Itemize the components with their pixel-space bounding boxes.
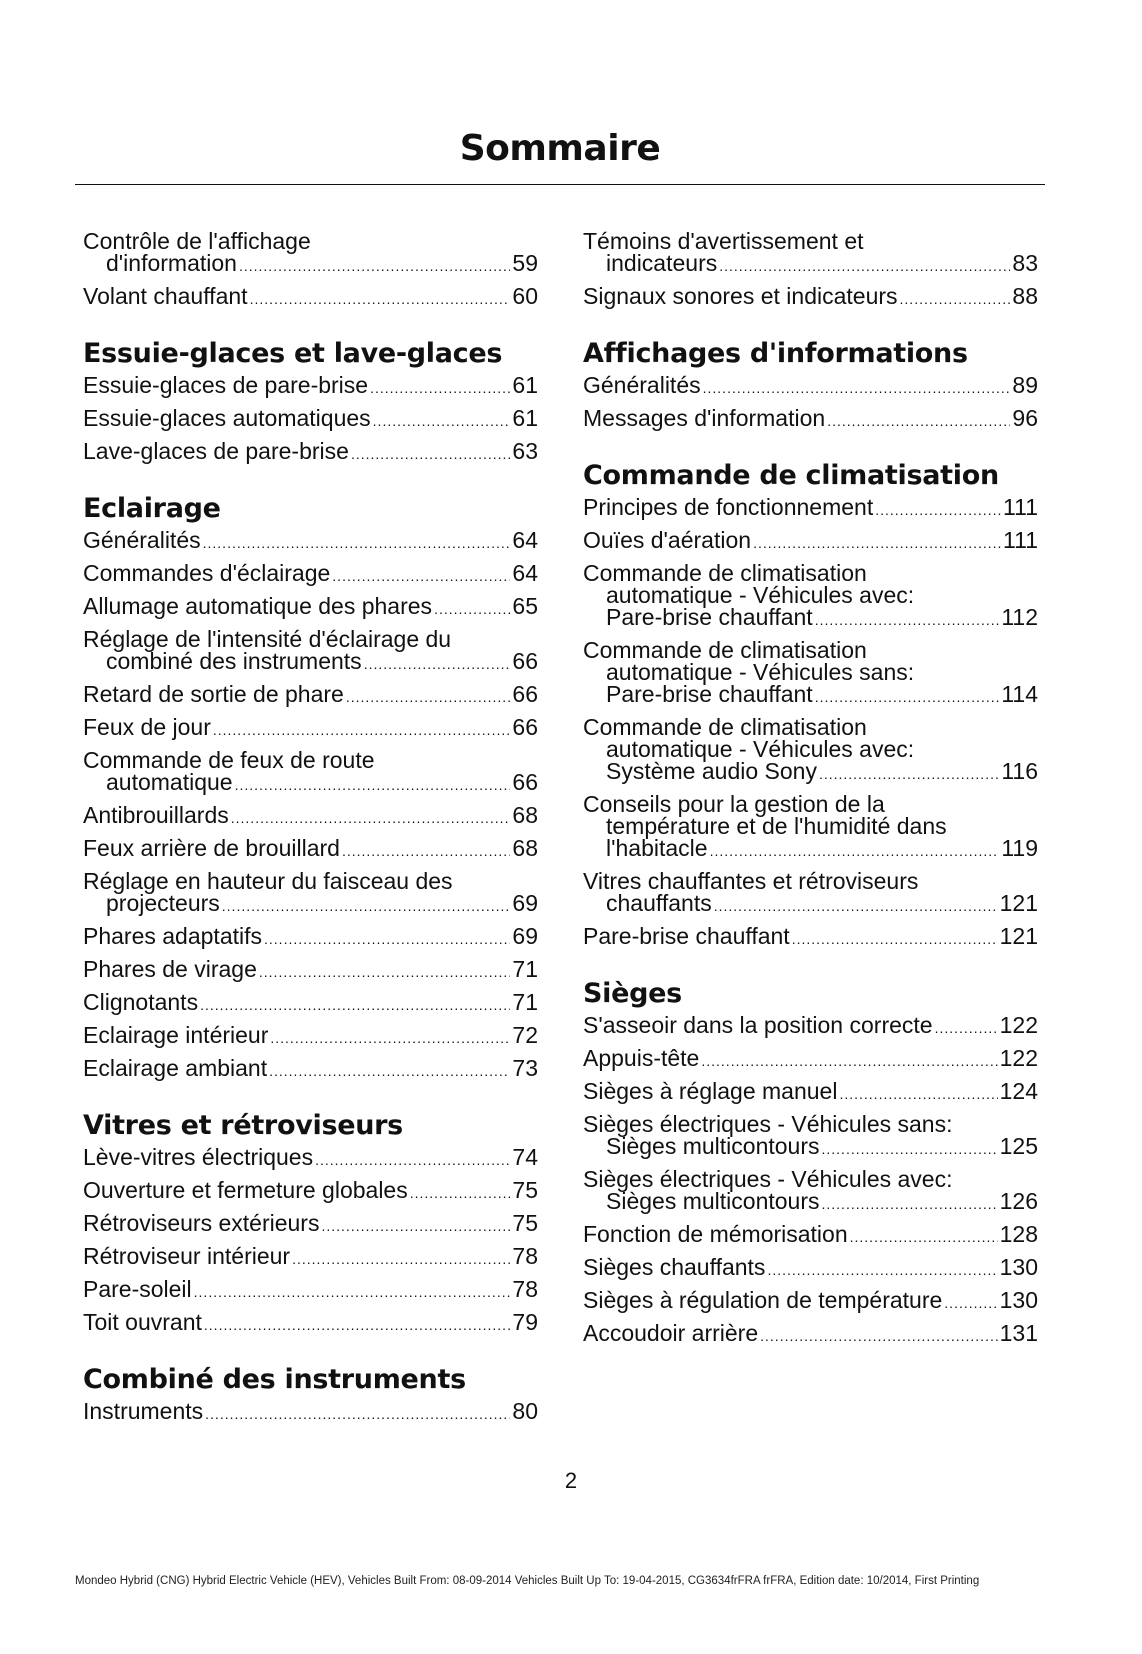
dot-leader	[200, 994, 510, 1016]
toc-entry-text: Lave-glaces de pare-brise	[83, 438, 349, 464]
toc-entry-text: Commande de feux de route	[83, 747, 375, 773]
page-number: 2	[564, 1468, 578, 1493]
dot-leader	[819, 763, 999, 785]
dot-leader	[351, 443, 510, 465]
toc-entry[interactable]	[83, 595, 538, 620]
toc-page-number: 66	[512, 769, 538, 795]
toc-entry[interactable]	[83, 628, 538, 675]
toc-entry[interactable]	[83, 749, 538, 796]
toc-entry[interactable]	[83, 837, 538, 862]
dot-leader	[292, 1248, 510, 1270]
toc-entry-text: Volant chauffant	[83, 283, 248, 309]
section-heading: Essuie-glaces et lave-glaces	[83, 338, 503, 369]
dot-leader	[239, 255, 510, 277]
toc-page-number: 71	[512, 956, 538, 982]
toc-entry-text: Commande de climatisation	[583, 560, 867, 586]
toc-entry-text: Phares adaptatifs	[83, 923, 263, 949]
toc-entry[interactable]	[83, 1212, 538, 1237]
toc-entry-text: Lève-vitres électriques	[83, 1144, 314, 1170]
toc-entry[interactable]	[83, 991, 538, 1016]
toc-page-number: 69	[512, 890, 538, 916]
toc-entry-text: Rétroviseur intérieur	[83, 1243, 291, 1269]
toc-entry[interactable]	[583, 1289, 1038, 1314]
toc-entry-text: Eclairage ambiant	[83, 1055, 268, 1081]
toc-entry[interactable]	[83, 925, 538, 950]
toc-entry-text: S'asseoir dans la position correcte	[583, 1012, 933, 1038]
dot-leader	[203, 532, 511, 554]
toc-entry-text: Pare-brise chauffant	[606, 604, 813, 630]
dot-leader	[410, 1182, 511, 1204]
toc-entry-text: indicateurs	[606, 250, 718, 276]
toc-entry-text: Fonction de mémorisation	[583, 1221, 848, 1247]
toc-entry[interactable]	[583, 230, 1038, 277]
dot-leader	[703, 377, 1011, 399]
toc-entry-text: combiné des instruments	[106, 648, 362, 674]
toc-entry-text: Vitres chauffantes et rétroviseurs	[583, 868, 919, 894]
toc-entry-text: Antibrouillards	[83, 802, 229, 828]
toc-entry-text: Sièges multicontours	[606, 1133, 820, 1159]
toc-entry[interactable]	[83, 870, 538, 917]
dot-leader	[194, 1281, 511, 1303]
toc-entry[interactable]	[83, 230, 538, 277]
dot-leader	[767, 1259, 997, 1281]
toc-entry-text: Témoins d'avertissement et	[583, 228, 864, 254]
toc-page-number: 89	[1012, 372, 1038, 398]
dot-leader	[850, 1226, 998, 1248]
toc-page-number: 66	[512, 714, 538, 740]
toc-entry[interactable]	[83, 716, 538, 741]
dot-leader	[270, 1027, 510, 1049]
toc-entry-text: Commande de climatisation	[583, 714, 867, 740]
toc-page-number: 124	[999, 1078, 1038, 1104]
toc-entry[interactable]	[83, 1245, 538, 1270]
dot-leader	[370, 377, 510, 399]
toc-entry[interactable]	[583, 1047, 1038, 1072]
toc-entry[interactable]	[583, 1256, 1038, 1281]
dot-leader	[213, 719, 511, 741]
toc-entry-text: Allumage automatique des phares	[83, 593, 433, 619]
title-divider	[75, 184, 1045, 185]
section-heading: Combiné des instruments	[83, 1364, 466, 1395]
toc-entry-text: Pare-soleil	[83, 1276, 192, 1302]
toc-entry-text: l'habitacle	[606, 835, 708, 861]
dot-leader	[815, 686, 1000, 708]
dot-leader	[875, 499, 1001, 521]
toc-page-number: 122	[999, 1045, 1038, 1071]
dot-leader	[935, 1017, 998, 1039]
toc-entry[interactable]	[583, 925, 1038, 950]
toc-page-number: 64	[512, 527, 538, 553]
dot-leader	[269, 1060, 510, 1082]
page-title: Sommaire	[459, 128, 661, 169]
toc-page-number: 111	[1003, 494, 1038, 520]
toc-column-right	[583, 230, 1038, 1355]
dot-leader	[714, 895, 998, 917]
toc-page-number: 61	[512, 405, 538, 431]
toc-page-number: 130	[999, 1254, 1038, 1280]
dot-leader	[900, 288, 1011, 310]
toc-page-number: 79	[512, 1309, 538, 1335]
toc-page-number: 83	[1012, 250, 1038, 276]
toc-page-number: 130	[999, 1287, 1038, 1313]
section-heading: Affichages d'informations	[583, 338, 968, 369]
toc-entry-text: automatique	[106, 769, 233, 795]
toc-page-number: 111	[1003, 527, 1038, 553]
toc-entry[interactable]	[83, 804, 538, 829]
dot-leader	[373, 410, 511, 432]
toc-entry[interactable]	[583, 870, 1038, 917]
toc-page-number: 68	[512, 802, 538, 828]
dot-leader	[321, 1215, 510, 1237]
toc-entry[interactable]	[83, 1057, 538, 1082]
dot-leader	[259, 961, 511, 983]
dot-leader	[760, 1325, 997, 1347]
toc-entry-text: Pare-brise chauffant	[606, 681, 813, 707]
toc-entry-text: automatique - Véhicules avec:	[606, 582, 915, 608]
toc-entry[interactable]	[583, 639, 1038, 708]
toc-entry-text: Essuie-glaces automatiques	[83, 405, 371, 431]
section-heading: Eclairage	[83, 493, 221, 524]
toc-entry-text: Sièges à régulation de température	[583, 1287, 943, 1313]
dot-leader	[346, 686, 511, 708]
toc-entry[interactable]	[83, 1179, 538, 1204]
toc-column-left	[83, 230, 538, 1433]
toc-entry[interactable]	[583, 793, 1038, 862]
dot-leader	[701, 1050, 997, 1072]
dot-leader	[332, 565, 510, 587]
section-heading: Commande de climatisation	[583, 460, 999, 491]
toc-page-number: 75	[512, 1177, 538, 1203]
toc-page-number: 78	[512, 1276, 538, 1302]
dot-leader	[222, 895, 511, 917]
toc-entry[interactable]	[583, 1168, 1038, 1215]
toc-entry-text: Pare-brise chauffant	[583, 923, 790, 949]
toc-entry-text: Généralités	[83, 527, 201, 553]
dot-leader	[822, 1193, 998, 1215]
toc-page-number: 125	[999, 1133, 1038, 1159]
toc-entry[interactable]	[583, 529, 1038, 554]
toc-page-number: 131	[999, 1320, 1038, 1346]
toc-entry-text: Essuie-glaces de pare-brise	[83, 372, 369, 398]
dot-leader	[839, 1083, 997, 1105]
toc-page-number: 59	[512, 250, 538, 276]
section-heading: Vitres et rétroviseurs	[83, 1110, 403, 1141]
dot-leader	[231, 807, 511, 829]
toc-entry-text: Commande de climatisation	[583, 637, 867, 663]
toc-entry[interactable]	[583, 285, 1038, 310]
toc-entry[interactable]	[83, 958, 538, 983]
dot-leader	[364, 653, 511, 675]
toc-entry[interactable]	[583, 1113, 1038, 1160]
toc-entry-text: chauffants	[606, 890, 712, 916]
dot-leader	[944, 1292, 997, 1314]
toc-entry[interactable]	[583, 374, 1038, 399]
toc-entry[interactable]	[583, 1014, 1038, 1039]
dot-leader	[753, 532, 1001, 554]
toc-entry-text: Phares de virage	[83, 956, 257, 982]
toc-page-number: 126	[999, 1188, 1038, 1214]
toc-entry[interactable]	[83, 562, 538, 587]
toc-entry[interactable]	[583, 1080, 1038, 1105]
toc-entry-text: Réglage en hauteur du faisceau des	[83, 868, 453, 894]
toc-page-number: 73	[512, 1055, 538, 1081]
toc-entry[interactable]	[83, 285, 538, 310]
toc-entry[interactable]	[583, 562, 1038, 631]
toc-entry-text: Toit ouvrant	[83, 1309, 202, 1335]
dot-leader	[434, 598, 510, 620]
dot-leader	[264, 928, 510, 950]
toc-entry-text: projecteurs	[106, 890, 220, 916]
toc-entry[interactable]	[583, 1223, 1038, 1248]
toc-page-number: 114	[1001, 681, 1038, 707]
toc-entry-text: Sièges chauffants	[583, 1254, 766, 1280]
toc-page-number: 112	[1001, 604, 1038, 630]
toc-entry-text: Clignotants	[83, 989, 199, 1015]
toc-entry-text: Commandes d'éclairage	[83, 560, 331, 586]
dot-leader	[719, 255, 1010, 277]
dot-leader	[342, 840, 510, 862]
dot-leader	[235, 774, 511, 796]
toc-entry[interactable]	[83, 1400, 538, 1425]
dot-leader	[205, 1403, 510, 1425]
dot-leader	[827, 410, 1010, 432]
toc-page-number: 121	[999, 890, 1038, 916]
toc-entry-text: Généralités	[583, 372, 701, 398]
toc-entry[interactable]	[83, 1278, 538, 1303]
toc-entry-text: Accoudoir arrière	[583, 1320, 759, 1346]
toc-entry[interactable]	[583, 496, 1038, 521]
footer-text: Mondeo Hybrid (CNG) Hybrid Electric Vehicle (HEV), Vehicles Built From: 08-09-2014 Vehicles Built Up To: 19-04-2015, CG3634frFRA frFRA, Edition date: 10/2014, First Printing	[75, 1575, 980, 1587]
toc-entry[interactable]	[83, 1146, 538, 1171]
dot-leader	[815, 609, 1000, 631]
dot-leader	[204, 1314, 511, 1336]
toc-entry-text: Feux de jour	[83, 714, 211, 740]
toc-page-number: 121	[999, 923, 1038, 949]
toc-page-number: 72	[512, 1022, 538, 1048]
toc-entry[interactable]	[583, 407, 1038, 432]
toc-page-number: 64	[512, 560, 538, 586]
toc-entry[interactable]	[83, 440, 538, 465]
toc-page-number: 88	[1012, 283, 1038, 309]
toc-entry-text: automatique - Véhicules avec:	[606, 736, 915, 762]
toc-entry-text: Réglage de l'intensité d'éclairage du	[83, 626, 452, 652]
section-heading: Sièges	[583, 978, 682, 1009]
toc-page-number: 96	[1012, 405, 1038, 431]
toc-entry-text: Conseils pour la gestion de la	[583, 791, 885, 817]
toc-entry-text: d'information	[106, 250, 237, 276]
toc-page-number: 60	[512, 283, 538, 309]
toc-entry-text: Feux arrière de brouillard	[83, 835, 340, 861]
toc-page-number: 66	[512, 648, 538, 674]
toc-entry[interactable]	[83, 683, 538, 708]
toc-entry-text: Système audio Sony	[606, 758, 817, 784]
toc-entry-text: automatique - Véhicules sans:	[606, 659, 915, 685]
toc-entry-text: Ouïes d'aération	[583, 527, 752, 553]
toc-entry-text: Signaux sonores et indicateurs	[583, 283, 898, 309]
toc-entry[interactable]	[83, 407, 538, 432]
toc-page-number: 122	[999, 1012, 1038, 1038]
toc-entry[interactable]	[583, 716, 1038, 785]
toc-entry[interactable]	[583, 1322, 1038, 1347]
toc-entry-text: Sièges à réglage manuel	[583, 1078, 838, 1104]
toc-entry-text: température et de l'humidité dans	[606, 813, 947, 839]
toc-page-number: 65	[512, 593, 538, 619]
toc-entry-text: Contrôle de l'affichage	[83, 228, 311, 254]
toc-entry-text: Retard de sortie de phare	[83, 681, 344, 707]
toc-page-number: 119	[1001, 835, 1038, 861]
toc-entry[interactable]	[83, 374, 538, 399]
toc-entry-text: Ouverture et fermeture globales	[83, 1177, 408, 1203]
dot-leader	[315, 1149, 510, 1171]
toc-page-number: 66	[512, 681, 538, 707]
toc-entry[interactable]	[83, 1311, 538, 1336]
toc-entry-text: Sièges électriques - Véhicules sans:	[583, 1111, 953, 1137]
toc-page-number: 116	[1001, 758, 1038, 784]
toc-page-number: 74	[512, 1144, 538, 1170]
toc-page-number: 75	[512, 1210, 538, 1236]
toc-entry-text: Rétroviseurs extérieurs	[83, 1210, 320, 1236]
toc-page-number: 63	[512, 438, 538, 464]
toc-page-number: 78	[512, 1243, 538, 1269]
toc-entry[interactable]	[83, 1024, 538, 1049]
toc-entry-text: Messages d'information	[583, 405, 826, 431]
dot-leader	[250, 288, 511, 310]
toc-entry[interactable]	[83, 529, 538, 554]
toc-entry-text: Instruments	[83, 1398, 204, 1424]
dot-leader	[822, 1138, 998, 1160]
toc-entry-text: Sièges électriques - Véhicules avec:	[583, 1166, 953, 1192]
dot-leader	[792, 928, 998, 950]
toc-entry-text: Principes de fonctionnement	[583, 494, 874, 520]
toc-entry-text: Sièges multicontours	[606, 1188, 820, 1214]
toc-page-number: 128	[999, 1221, 1038, 1247]
toc-entry-text: Appuis-tête	[583, 1045, 700, 1071]
dot-leader	[710, 840, 1000, 862]
toc-page-number: 80	[512, 1398, 538, 1424]
toc-entry-text: Eclairage intérieur	[83, 1022, 269, 1048]
toc-page-number: 71	[512, 989, 538, 1015]
toc-page-number: 68	[512, 835, 538, 861]
toc-page-number: 69	[512, 923, 538, 949]
toc-page-number: 61	[512, 372, 538, 398]
